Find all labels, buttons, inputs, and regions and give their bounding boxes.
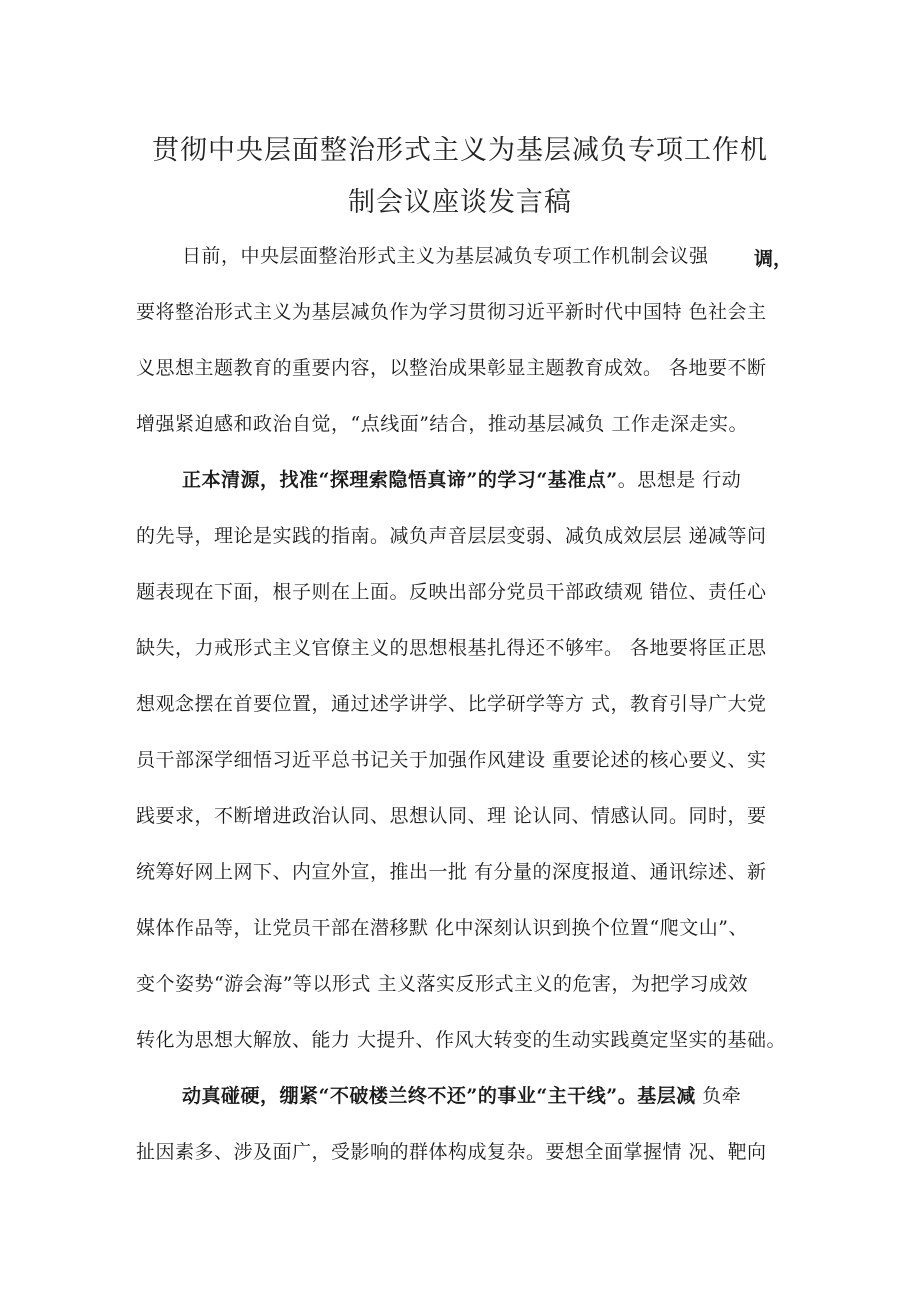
paragraph-1-line-2: 要将整治形式主义为基层减负作为学习贯彻习近平新时代中国特 色社会主 <box>136 301 767 323</box>
paragraph-2-line-10: 变个姿势“游会海”等以形式 主义落实反形式主义的危害，为把学习成效 <box>136 973 748 995</box>
document-title-line-2: 制会议座谈发言稿 <box>348 187 572 218</box>
paragraph-2-line-8: 统筹好网上网下、内宣外宣，推出一批 有分量的深度报道、通讯综述、新 <box>136 861 767 883</box>
paragraph-2-line-1 <box>182 468 796 492</box>
paragraph-1-line-1: 日前，中央层面整治形式主义为基层减负专项工作机制会议强 <box>182 245 709 267</box>
paragraph-2-line-3: 题表现在下面，根子则在上面。反映出部分党员干部政绩观 错位、责任心 <box>136 581 767 603</box>
paragraph-1-line-1-tail: 调， <box>754 248 793 270</box>
paragraph-2-line-9: 媒体作品等，让党员干部在潜移默 化中深刻认识到换个位置“爬文山”、 <box>136 917 748 939</box>
paragraph-2-line-2: 的先导，理论是实践的指南。减负声音层层变弱、减负成效层层 递减等问 <box>136 525 767 547</box>
paragraph-2-line-11: 转化为思想大解放、能力 大提升、作风大转变的生动实践奠定坚实的基础。 <box>136 1029 787 1051</box>
paragraph-3-line-2: 扯因素多、涉及面广，受影响的群体构成复杂。要想全面掌握情 况、靶向 <box>136 1141 767 1163</box>
paragraph-2-line-7: 践要求，不断增进政治认同、思想认同、理 论认同、情感认同。同时，要 <box>136 805 767 827</box>
paragraph-2-line-1-rest: 。思想是 行动 <box>617 469 742 491</box>
paragraph-3-heading: 动真碰硬，绷紧“不破楼兰终不还”的事业“主干线”。基层减 <box>182 1085 696 1107</box>
paragraph-3-line-1 <box>182 1084 796 1108</box>
paragraph-1-line-3: 义思想主题教育的重要内容，以整治成果彰显主题教育成效。 各地要不断 <box>136 357 767 379</box>
paragraph-1-line-4: 增强紧迫感和政治自觉，“点线面”结合，推动基层减负 工作走深走实。 <box>136 413 748 435</box>
paragraph-2-line-4: 缺失，力戒形式主义官僚主义的思想根基扎得还不够牢。 各地要将匡正思 <box>136 637 767 659</box>
paragraph-2-line-5: 想观念摆在首要位置，通过述学讲学、比学研学等方 式，教育引导广大党 <box>136 693 767 715</box>
paragraph-2-heading: 正本清源，找准“探理索隐悟真谛”的学习“基准点” <box>182 469 618 491</box>
paragraph-3-line-1-rest: 负牵 <box>695 1085 742 1107</box>
paragraph-2-line-6: 员干部深学细悟习近平总书记关于加强作风建设 重要论述的核心要义、实 <box>136 749 767 771</box>
document-title-line-1: 贯彻中央层面整治形式主义为基层减负专项工作机 <box>152 135 768 166</box>
